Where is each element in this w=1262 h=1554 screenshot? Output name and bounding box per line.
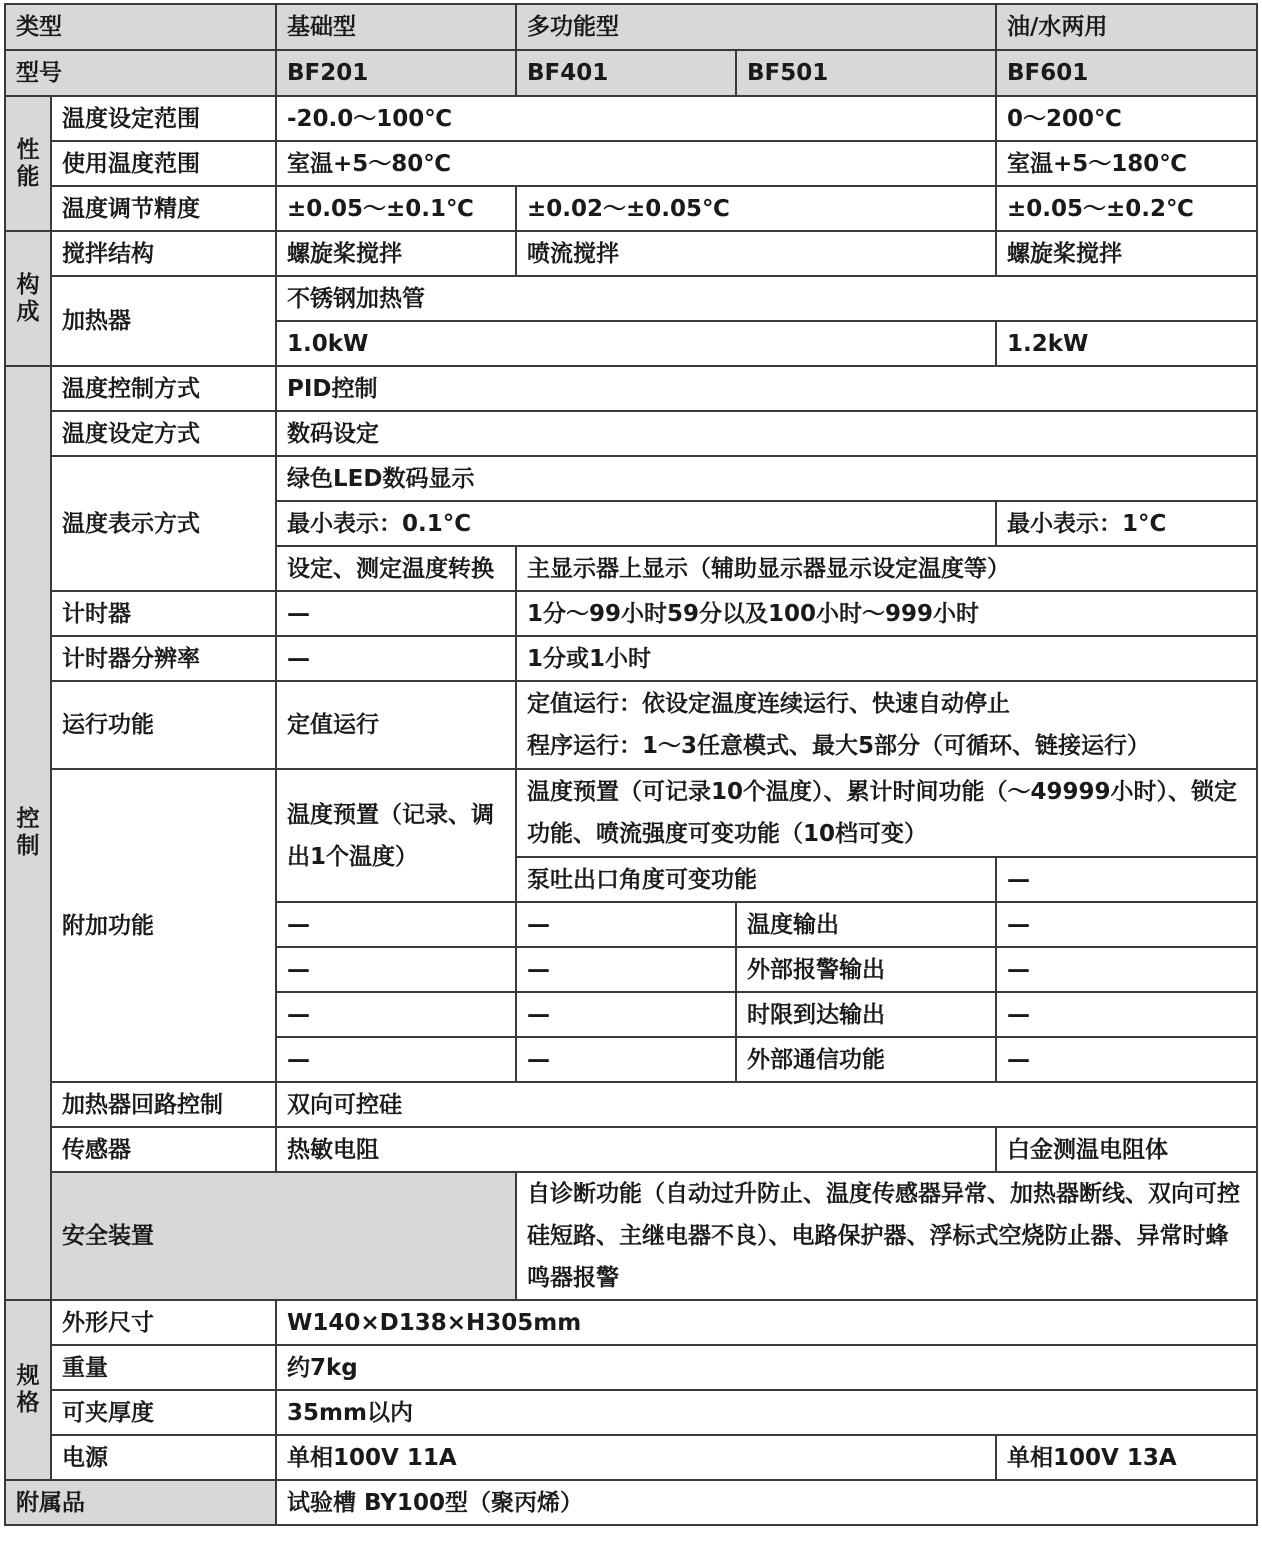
category-spec <box>5 1300 51 1480</box>
temp-out-a: — <box>276 902 516 947</box>
temp-out-c: 温度输出 <box>736 902 996 947</box>
use-range-label: 使用温度范围 <box>51 141 276 186</box>
weight-value: 约7kg <box>276 1345 1257 1390</box>
sensor-value-a: 热敏电阻 <box>276 1127 996 1172</box>
precision-value-b: ±0.02～±0.05℃ <box>516 186 996 231</box>
model-bf401: BF401 <box>516 50 736 96</box>
category-control <box>5 366 51 1300</box>
run-label: 运行功能 <box>51 681 276 769</box>
heater-ctrl-value: 双向可控硅 <box>276 1082 1257 1127</box>
thickness-value: 35mm以内 <box>276 1390 1257 1435</box>
heater-label: 加热器 <box>51 276 276 366</box>
setting-value: 数码设定 <box>276 411 1257 456</box>
power-label: 电源 <box>51 1435 276 1480</box>
method-label: 温度控制方式 <box>51 366 276 411</box>
timer-value-a: — <box>276 591 516 636</box>
model-bf201: BF201 <box>276 50 516 96</box>
category-control-label: 控 制 <box>16 806 40 859</box>
oil-water-header: 油/水两用 <box>996 4 1257 50</box>
set-range-value-a: -20.0～100℃ <box>276 96 996 141</box>
safety-value: 自诊断功能（自动过升防止、温度传感器异常、加热器断线、双向可控硅短路、主继电器不良）、电路保护器、浮标式空烧防止器、异常时蜂鸣器报警 <box>516 1172 1257 1300</box>
timer-res-label: 计时器分辨率 <box>51 636 276 681</box>
time-out-a: — <box>276 992 516 1037</box>
setting-label: 温度设定方式 <box>51 411 276 456</box>
heater-power-a: 1.0kW <box>276 321 996 366</box>
timer-res-value-a: — <box>276 636 516 681</box>
thickness-label: 可夹厚度 <box>51 1390 276 1435</box>
multi-header: 多功能型 <box>516 4 996 50</box>
display-label: 温度表示方式 <box>51 456 276 591</box>
time-out-c: 时限到达输出 <box>736 992 996 1037</box>
pump-angle: 泵吐出口角度可变功能 <box>516 857 996 902</box>
heater-ctrl-label: 加热器回路控制 <box>51 1082 276 1127</box>
model-header-label: 型号 <box>5 50 276 96</box>
set-range-value-b: 0～200℃ <box>996 96 1257 141</box>
extra-value-a: 温度预置（记录、调出1个温度） <box>276 769 516 902</box>
pump-angle-d: — <box>996 857 1257 902</box>
time-out-d: — <box>996 992 1257 1037</box>
alarm-out-c: 外部报警输出 <box>736 947 996 992</box>
category-structure <box>5 231 51 366</box>
sensor-label: 传感器 <box>51 1127 276 1172</box>
power-value-b: 单相100V 13A <box>996 1435 1257 1480</box>
type-header-label: 类型 <box>5 4 276 50</box>
model-bf501: BF501 <box>736 50 996 96</box>
category-structure-label: 构 成 <box>16 271 40 325</box>
use-range-value-a: 室温+5～80℃ <box>276 141 996 186</box>
stir-value-a: 螺旋桨搅拌 <box>276 231 516 276</box>
time-out-b: — <box>516 992 736 1037</box>
extra-label: 附加功能 <box>51 769 276 1082</box>
run-value-b-line-1: 定值运行：依设定温度连续运行、快速自动停止 <box>527 691 1010 717</box>
use-range-value-b: 室温+5～180℃ <box>996 141 1257 186</box>
basic-header: 基础型 <box>276 4 516 50</box>
extra-value-b: 温度预置（可记录10个温度）、累计时间功能（～49999小时）、锁定功能、喷流强度可变功能（10档可变） <box>516 769 1257 857</box>
display-min-b: 最小表示：1°C <box>996 501 1257 546</box>
precision-label: 温度调节精度 <box>51 186 276 231</box>
comm-b: — <box>516 1037 736 1082</box>
heater-power-b: 1.2kW <box>996 321 1257 366</box>
set-range-label: 温度设定范围 <box>51 96 276 141</box>
alarm-out-b: — <box>516 947 736 992</box>
stir-value-b: 喷流搅拌 <box>516 231 996 276</box>
precision-value-a: ±0.05～±0.1℃ <box>276 186 516 231</box>
run-value-b-line-2: 程序运行：1～3任意模式、最大5部分（可循环、链接运行） <box>527 733 1151 759</box>
sensor-value-b: 白金测温电阻体 <box>996 1127 1257 1172</box>
precision-value-c: ±0.05～±0.2℃ <box>996 186 1257 231</box>
category-performance <box>5 96 51 231</box>
temp-out-b: — <box>516 902 736 947</box>
method-value: PID控制 <box>276 366 1257 411</box>
timer-value-b: 1分～99小时59分以及100小时～999小时 <box>516 591 1257 636</box>
timer-label: 计时器 <box>51 591 276 636</box>
safety-label: 安全装置 <box>51 1172 516 1300</box>
spec-table <box>4 3 1258 1526</box>
comm-d: — <box>996 1037 1257 1082</box>
comm-a: — <box>276 1037 516 1082</box>
accessory-label: 附属品 <box>5 1480 276 1525</box>
power-value-a: 单相100V 11A <box>276 1435 996 1480</box>
weight-label: 重量 <box>51 1345 276 1390</box>
comm-c: 外部通信功能 <box>736 1037 996 1082</box>
alarm-out-a: — <box>276 947 516 992</box>
category-spec-label: 规 格 <box>16 1363 40 1416</box>
run-value-b <box>516 681 1257 769</box>
display-switch-b: 主显示器上显示（辅助显示器显示设定温度等） <box>516 546 1257 591</box>
display-type: 绿色LED数码显示 <box>276 456 1257 501</box>
run-value-a: 定值运行 <box>276 681 516 769</box>
category-performance-label: 性 能 <box>16 136 40 190</box>
temp-out-d: — <box>996 902 1257 947</box>
size-value: W140×D138×H305mm <box>276 1300 1257 1345</box>
model-bf601: BF601 <box>996 50 1257 96</box>
size-label: 外形尺寸 <box>51 1300 276 1345</box>
stir-value-c: 螺旋桨搅拌 <box>996 231 1257 276</box>
stir-label: 搅拌结构 <box>51 231 276 276</box>
accessory-value: 试验槽 BY100型（聚丙烯） <box>276 1480 1257 1525</box>
heater-type: 不锈钢加热管 <box>276 276 1257 321</box>
display-min-a: 最小表示：0.1°C <box>276 501 996 546</box>
alarm-out-d: — <box>996 947 1257 992</box>
display-switch-a: 设定、测定温度转换 <box>276 546 516 591</box>
timer-res-value-b: 1分或1小时 <box>516 636 1257 681</box>
